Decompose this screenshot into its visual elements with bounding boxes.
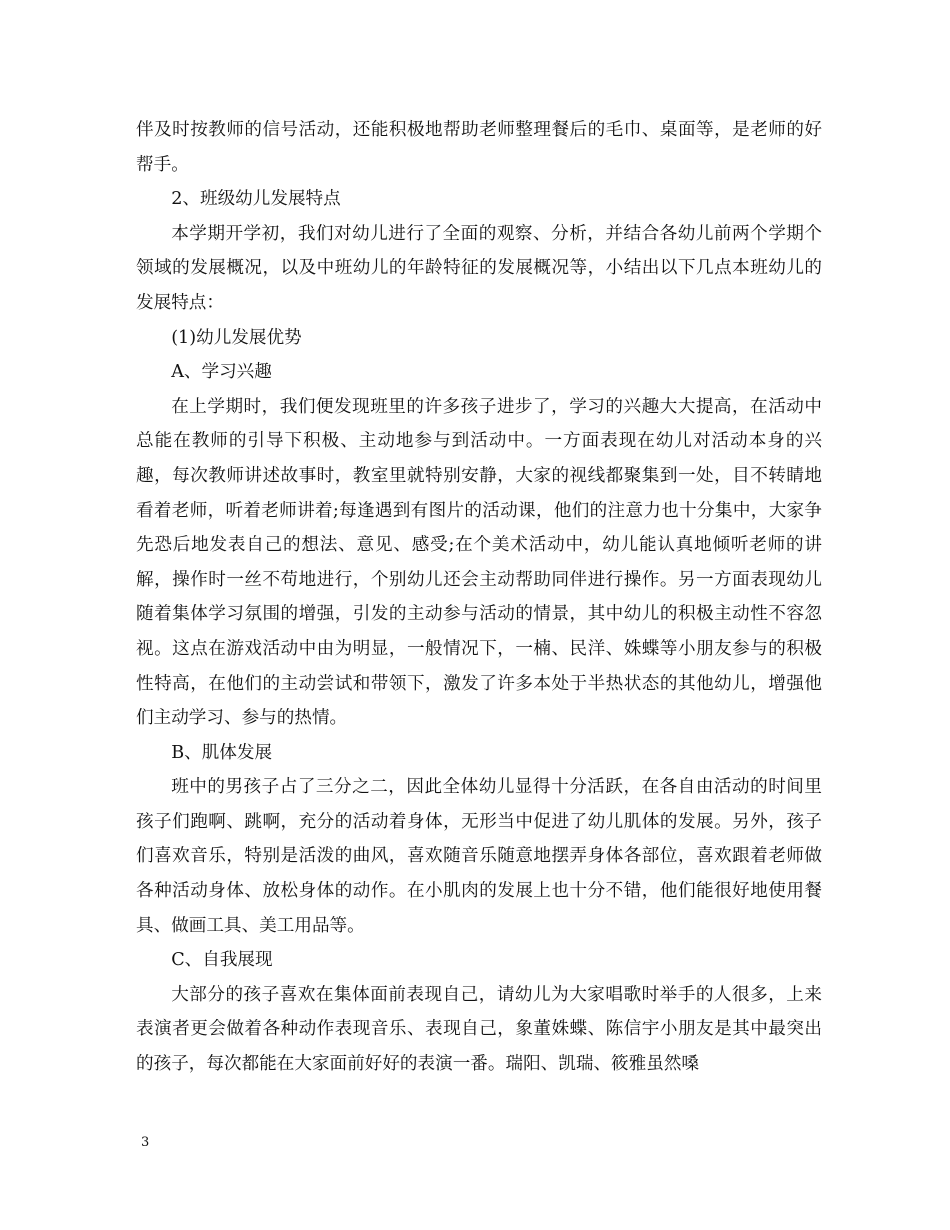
paragraph-intro: 本学期开学初，我们对幼儿进行了全面的观察、分析，并结合各幼儿前两个学期个领域的发展概况，以及中班幼儿的年龄特征的发展概况等，小结出以下几点本班幼儿的发展特点：: [136, 223, 822, 313]
section-heading-development-features: 2、班级幼儿发展特点: [171, 189, 341, 210]
paragraph-self-expression: 大部分的孩子喜欢在集体面前表现自己，请幼儿为大家唱歌时举手的人很多，上来表演者更会做着各种动作表现音乐、表现自己，象董姝蝶、陈信宇小朋友是其中最突出的孩子，每次都能在大家面前好好的表演一番。瑞阳、凯瑞、筱雅虽然嗓: [136, 984, 822, 1075]
paragraph-continuation: 伴及时按教师的信号活动，还能积极地帮助老师整理餐后的毛巾、桌面等，是老师的好帮手。: [136, 120, 822, 175]
paragraph-body-development: 班中的男孩子占了三分之二，因此全体幼儿显得十分活跃，在各自由活动的时间里孩子们跑啊、跳啊，充分的活动着身体，无形当中促进了幼儿肌体的发展。另外，孩子们喜欢音乐，特别是活泼的曲风，喜欢随音乐随意地摆弄身体各部位，喜欢跟着老师做各种活动身体、放松身体的动作。在小肌肉的发展上也十分不错，他们能很好地使用餐具、做画工具、美工用品等。: [136, 777, 822, 936]
paragraph-learning-interest: 在上学期时，我们便发现班里的许多孩子进步了，学习的兴趣大大提高，在活动中总能在教师的引导下积极、主动地参与到活动中。一方面表现在幼儿对活动本身的兴趣，每次教师讲述故事时，教室里就特别安静，大家的视线都聚集到一处，目不转睛地看着老师，听着老师讲着;每逢遇到有图片的活动课，他们的注意力也十分集中，大家争先恐后地发表自己的想法、意见、感受;在个美术活动中，幼儿能认真地倾听老师的讲解，操作时一丝不苟地进行，个别幼儿还会主动帮助同伴进行操作。另一方面表现幼儿随着集体学习氛围的增强，引发的主动参与活动的情景，其中幼儿的积极主动性不容忽视。这点在游戏活动中由为明显，一般情况下，一楠、民洋、姝蝶等小朋友参与的积极性特高，在他们的主动尝试和带领下，激发了许多本处于半热状态的其他幼儿，增强他们主动学习、参与的热情。: [136, 396, 822, 729]
subheading-learning-interest: A、学习兴趣: [171, 362, 272, 383]
subheading-self-expression: C、自我展现: [171, 950, 273, 971]
subheading-advantages: (1)幼儿发展优势: [171, 327, 302, 348]
page-number: 3: [141, 1135, 150, 1150]
subheading-body-development: B、肌体发展: [171, 742, 273, 763]
document-body: [136, 113, 822, 1082]
